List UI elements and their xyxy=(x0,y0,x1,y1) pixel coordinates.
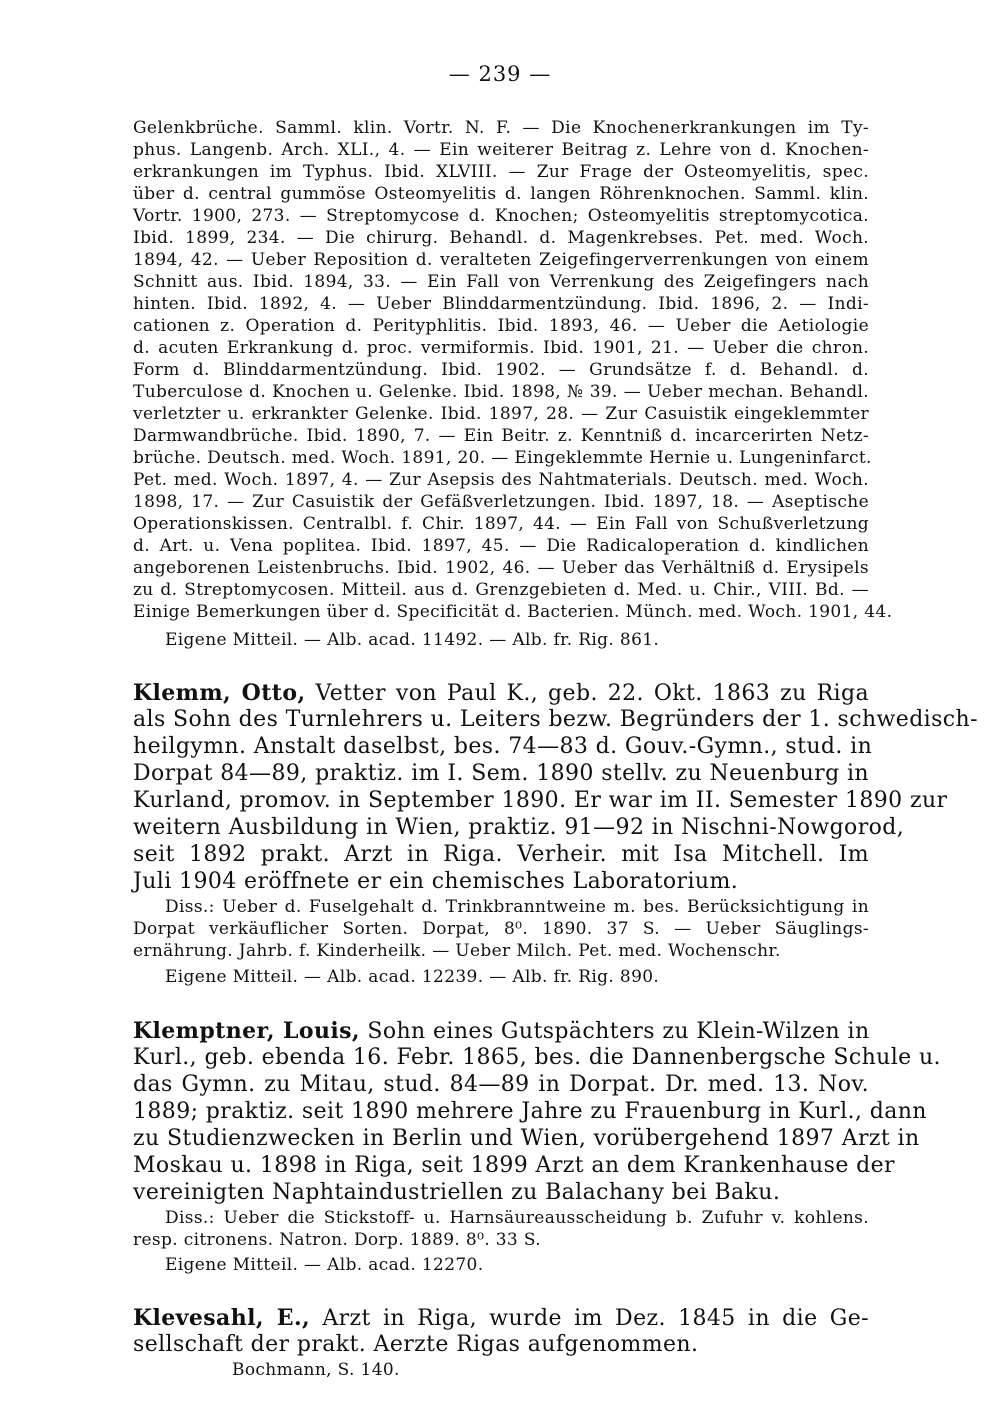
entry-first-line xyxy=(133,1305,869,1331)
source-reference: Bochmann, S. 140. xyxy=(232,1360,400,1380)
bibliography-line: brüche. Deutsch. med. Woch. 1891, 20. — Eingeklemmte Hernie u. Lungeninfarct. xyxy=(133,448,872,468)
bibliography-line: erkrankungen im Typhus. Ibid. XLVIII. — Zur Frage der Osteomyelitis, spec. xyxy=(133,162,869,182)
bibliography-line: d. Art. u. Vena poplitea. Ibid. 1897, 45. — Die Radicaloperation d. kindlichen xyxy=(133,536,869,556)
bibliography-line: Form d. Blinddarmentzündung. Ibid. 1902. — Grundsätze f. d. Behandl. d. xyxy=(133,360,869,380)
entry-name: Klemptner, Louis, xyxy=(133,1018,360,1044)
bibliography-line: 1898, 17. — Zur Casuistik der Gefäßverletzungen. Ibid. 1897, 18. — Aseptische xyxy=(133,492,869,512)
bibliography-line: zu d. Streptomycosen. Mitteil. aus d. Grenzgebieten d. Med. u. Chir., VIII. Bd. — xyxy=(133,580,869,600)
entry-text: Sohn eines Gutspächters zu Klein-Wilzen in xyxy=(367,1019,870,1044)
bibliography-line: d. acuten Erkrankung d. proc. vermiformis. Ibid. 1901, 21. — Ueber die chron. xyxy=(133,338,869,358)
bibliography-line: über d. central gummöse Osteomyelitis d. langen Röhrenknochen. Samml. klin. xyxy=(133,184,869,204)
entry-line: Moskau u. 1898 in Riga, seit 1899 Arzt an dem Krankenhause der xyxy=(133,1153,895,1178)
entry-line: als Sohn des Turnlehrers u. Leiters bezw. Begründers der 1. schwedisch- xyxy=(133,707,978,732)
source-reference: Eigene Mitteil. — Alb. acad. 12270. xyxy=(165,1255,484,1275)
source-reference: Eigene Mitteil. — Alb. acad. 11492. — Alb. fr. Rig. 861. xyxy=(165,630,660,650)
bibliography-line: Operationskissen. Centralbl. f. Chir. 1897, 44. — Ein Fall von Schußverletzung xyxy=(133,514,869,534)
entry-line: seit 1892 prakt. Arzt in Riga. Verheir. mit Isa Mitchell. Im xyxy=(133,842,869,867)
dissertation-line: Diss.: Ueber die Stickstoff- u. Harnsäureausscheidung b. Zufuhr v. kohlens. xyxy=(165,1208,869,1228)
entry-line: weitern Ausbildung in Wien, praktiz. 91—92 in Nischni-Nowgorod, xyxy=(133,815,905,840)
dissertation-line: ernährung. Jahrb. f. Kinderheilk. — Ueber Milch. Pet. med. Wochenschr. xyxy=(133,941,781,961)
bibliography-line: 1894, 42. — Ueber Reposition d. veralteten Zeigefingerverrenkungen von einem xyxy=(133,250,869,270)
bibliography-line: Gelenkbrüche. Samml. klin. Vortr. N. F. — Die Knochenerkrankungen im Ty- xyxy=(133,118,869,138)
entry-line: Kurl., geb. ebenda 16. Febr. 1865, bes. die Dannenbergsche Schule u. xyxy=(133,1045,941,1070)
source-reference: Eigene Mitteil. — Alb. acad. 12239. — Alb. fr. Rig. 890. xyxy=(165,967,660,987)
bibliography-line: Einige Bemerkungen über d. Specificität d. Bacterien. Münch. med. Woch. 1901, 44. xyxy=(133,602,893,622)
entry-name: Klevesahl, E., xyxy=(133,1305,311,1331)
bibliography-line: Tuberculose d. Knochen u. Gelenke. Ibid. 1898, № 39. — Ueber mechan. Behandl. xyxy=(133,382,869,402)
entry-line: das Gymn. zu Mitau, stud. 84—89 in Dorpat. Dr. med. 13. Nov. xyxy=(133,1072,869,1097)
entry-line: Dorpat 84—89, praktiz. im I. Sem. 1890 stellv. zu Neuenburg in xyxy=(133,761,869,786)
entry-text: Vetter von Paul K., geb. 22. Okt. 1863 zu Riga xyxy=(315,681,869,706)
bibliography-line: Pet. med. Woch. 1897, 4. — Zur Asepsis des Nahtmaterials. Deutsch. med. Woch. xyxy=(133,470,869,490)
entry-text: Arzt in Riga, wurde im Dez. 1845 in die Ge- xyxy=(322,1306,869,1331)
dissertation-line: resp. citronens. Natron. Dorp. 1889. 8⁰. 33 S. xyxy=(133,1230,541,1250)
entry-name: Klemm, Otto, xyxy=(133,680,306,706)
entry-line: Kurland, promov. in September 1890. Er war im II. Semester 1890 zur xyxy=(133,788,948,813)
page-number: — 239 — xyxy=(448,62,552,86)
dissertation-line: Diss.: Ueber d. Fuselgehalt d. Trinkbranntweine m. bes. Berücksichtigung in xyxy=(165,897,869,917)
bibliography-line: cationen z. Operation d. Perityphlitis. Ibid. 1893, 46. — Ueber die Aetiologie xyxy=(133,316,869,336)
bibliography-line: Ibid. 1899, 234. — Die chirurg. Behandl. d. Magenkrebses. Pet. med. Woch. xyxy=(133,228,869,248)
bibliography-line: Darmwandbrüche. Ibid. 1890, 7. — Ein Beitr. z. Kenntniß d. incarcerirten Netz- xyxy=(133,426,869,446)
entry-line: heilgymn. Anstalt daselbst, bes. 74—83 d. Gouv.-Gymn., stud. in xyxy=(133,734,873,759)
entry-line: zu Studienzwecken in Berlin und Wien, vorübergehend 1897 Arzt in xyxy=(133,1126,920,1151)
entry-line: vereinigten Naphtaindustriellen zu Balachany bei Baku. xyxy=(133,1180,781,1205)
entry-first-line xyxy=(133,680,869,706)
bibliography-line: verletzter u. erkrankter Gelenke. Ibid. 1897, 28. — Zur Casuistik eingeklemmter xyxy=(133,404,869,424)
bibliography-line: Schnitt aus. Ibid. 1894, 33. — Ein Fall von Verrenkung des Zeigefingers nach xyxy=(133,272,869,292)
entry-line: 1889; praktiz. seit 1890 mehrere Jahre zu Frauenburg in Kurl., dann xyxy=(133,1099,927,1124)
entry-first-line xyxy=(133,1018,869,1044)
bibliography-line: hinten. Ibid. 1892, 4. — Ueber Blinddarmentzündung. Ibid. 1896, 2. — Indi- xyxy=(133,294,869,314)
dissertation-line: Dorpat verkäuflicher Sorten. Dorpat, 8⁰. 1890. 37 S. — Ueber Säuglings- xyxy=(133,919,869,939)
bibliography-line: angeborenen Leistenbruchs. Ibid. 1902, 46. — Ueber das Verhältniß d. Erysipels xyxy=(133,558,869,578)
entry-line: Juli 1904 eröffnete er ein chemisches Laboratorium. xyxy=(133,869,739,894)
entry-line: sellschaft der prakt. Aerzte Rigas aufgenommen. xyxy=(133,1332,699,1357)
bibliography-line: Vortr. 1900, 273. — Streptomycose d. Knochen; Osteomyelitis streptomycotica. xyxy=(133,206,869,226)
bibliography-line: phus. Langenb. Arch. XLI., 4. — Ein weiterer Beitrag z. Lehre von d. Knochen- xyxy=(133,140,869,160)
